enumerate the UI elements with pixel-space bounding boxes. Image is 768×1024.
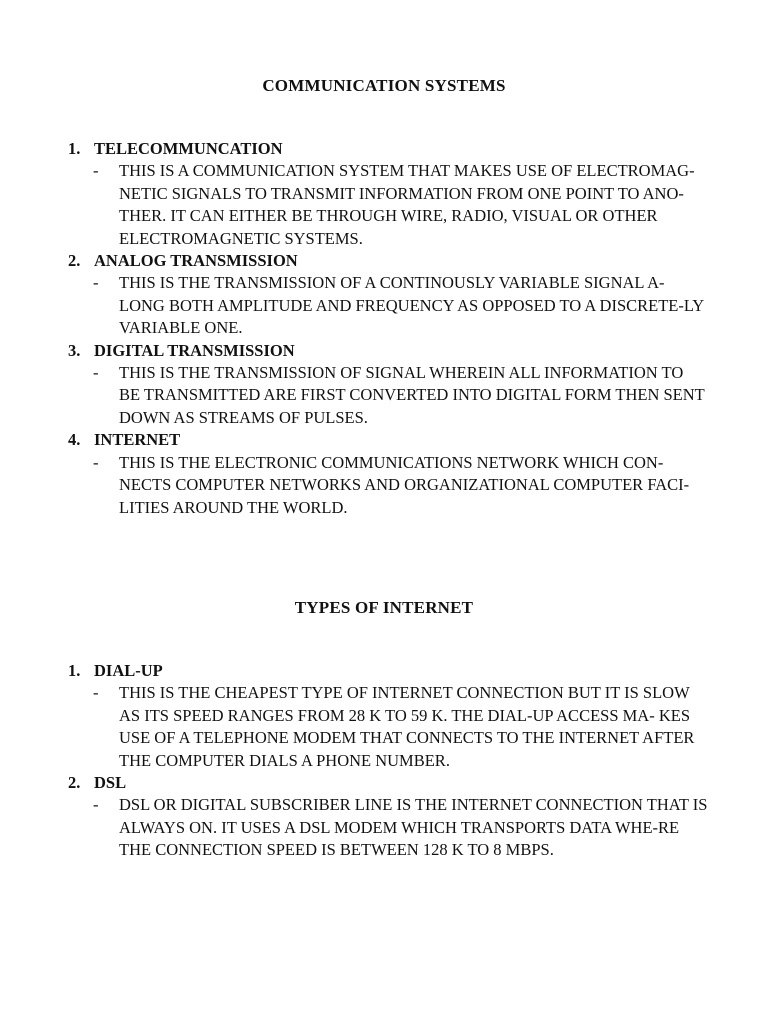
list-item-number: 2. [68,773,81,793]
list-item-description: THIS IS THE TRANSMISSION OF SIGNAL WHEREIN ALL INFORMATION TO BE TRANSMITTED ARE FIRST CONVERTED INTO DIGITAL FORM THEN SENT DOWN AS STREAMS OF PULSES. [119,363,705,427]
list-item [68,138,708,250]
list-item-heading: DIAL-UP [94,661,163,680]
list-item-description-row [68,682,708,772]
section-title-types-of-internet: TYPES OF INTERNET [294,598,474,617]
list-item-heading: DSL [94,773,127,793]
list-item [68,660,708,772]
list-item-number: 3. [68,340,81,360]
communication-systems-list [68,138,708,519]
list-item-heading: ANALOG TRANSMISSION [94,251,298,271]
section-title-communication-systems: COMMUNICATION SYSTEMS [262,76,506,95]
list-item-heading-row [68,772,708,794]
bullet-dash: - [93,683,99,703]
list-item-number: 4. [68,430,81,450]
list-item [68,250,708,340]
list-item [68,429,708,519]
list-item-description: THIS IS THE CHEAPEST TYPE OF INTERNET CONNECTION BUT IT IS SLOW AS ITS SPEED RANGES FROM 28 K TO 59 K. THE DIAL-UP ACCESS MA- KES USE OF A TELEPHONE MODEM THAT CONNECTS TO THE INTERNET AFTER THE COMPUTER DIALS A PHONE NUMBER. [119,683,695,770]
list-item-description-row [68,362,708,429]
list-item-number: 1. [68,139,81,158]
types-of-internet-list [68,660,708,862]
list-item [68,340,708,430]
list-item-number: 1. [68,661,81,680]
list-item-heading-row [68,250,708,272]
bullet-dash: - [93,452,99,472]
list-item-description-row [68,160,708,250]
list-item-description-row [68,272,708,339]
list-item-heading-row [68,429,708,451]
list-item-description: THIS IS THE ELECTRONIC COMMUNICATIONS NETWORK WHICH CON- NECTS COMPUTER NETWORKS AND ORGANIZATIONAL COMPUTER FACI- LITIES AROUND THE WORLD. [119,452,690,517]
list-item-heading: DIGITAL TRANSMISSION [94,340,295,360]
bullet-dash: - [93,161,99,181]
list-item-description: THIS IS THE TRANSMISSION OF A CONTINOUSLY VARIABLE SIGNAL A- LONG BOTH AMPLITUDE AND FREQUENCY AS OPPOSED TO A DISCRETE-LY VARIABLE ONE. [119,273,704,338]
list-item-heading-row [68,660,708,682]
list-item-heading-row [68,340,708,362]
list-item-description-row [68,452,708,519]
list-item-heading: TELECOMMUNCATION [94,139,283,158]
list-item-heading-row [68,138,708,160]
list-item-description: THIS IS A COMMUNICATION SYSTEM THAT MAKES USE OF ELECTROMAG- NETIC SIGNALS TO TRANSMIT INFORMATION FROM ONE POINT TO ANO- THER. IT CAN EITHER BE THROUGH WIRE, RADIO, VISUAL OR OTHER ELECTROMAGNETIC SYSTEMS. [119,161,695,248]
list-item-description-row [68,794,708,861]
list-item-number: 2. [68,251,81,271]
list-item-description: DSL OR DIGITAL SUBSCRIBER LINE IS THE INTERNET CONNECTION THAT IS ALWAYS ON. IT USES A DSL MODEM WHICH TRANSPORTS DATA WHE-RE THE CONNECTION SPEED IS BETWEEN 128 K TO 8 MBPS. [119,795,708,860]
bullet-dash: - [93,273,99,293]
list-item-heading: INTERNET [94,430,181,450]
bullet-dash: - [93,363,99,383]
list-item [68,772,708,862]
bullet-dash: - [93,795,99,815]
